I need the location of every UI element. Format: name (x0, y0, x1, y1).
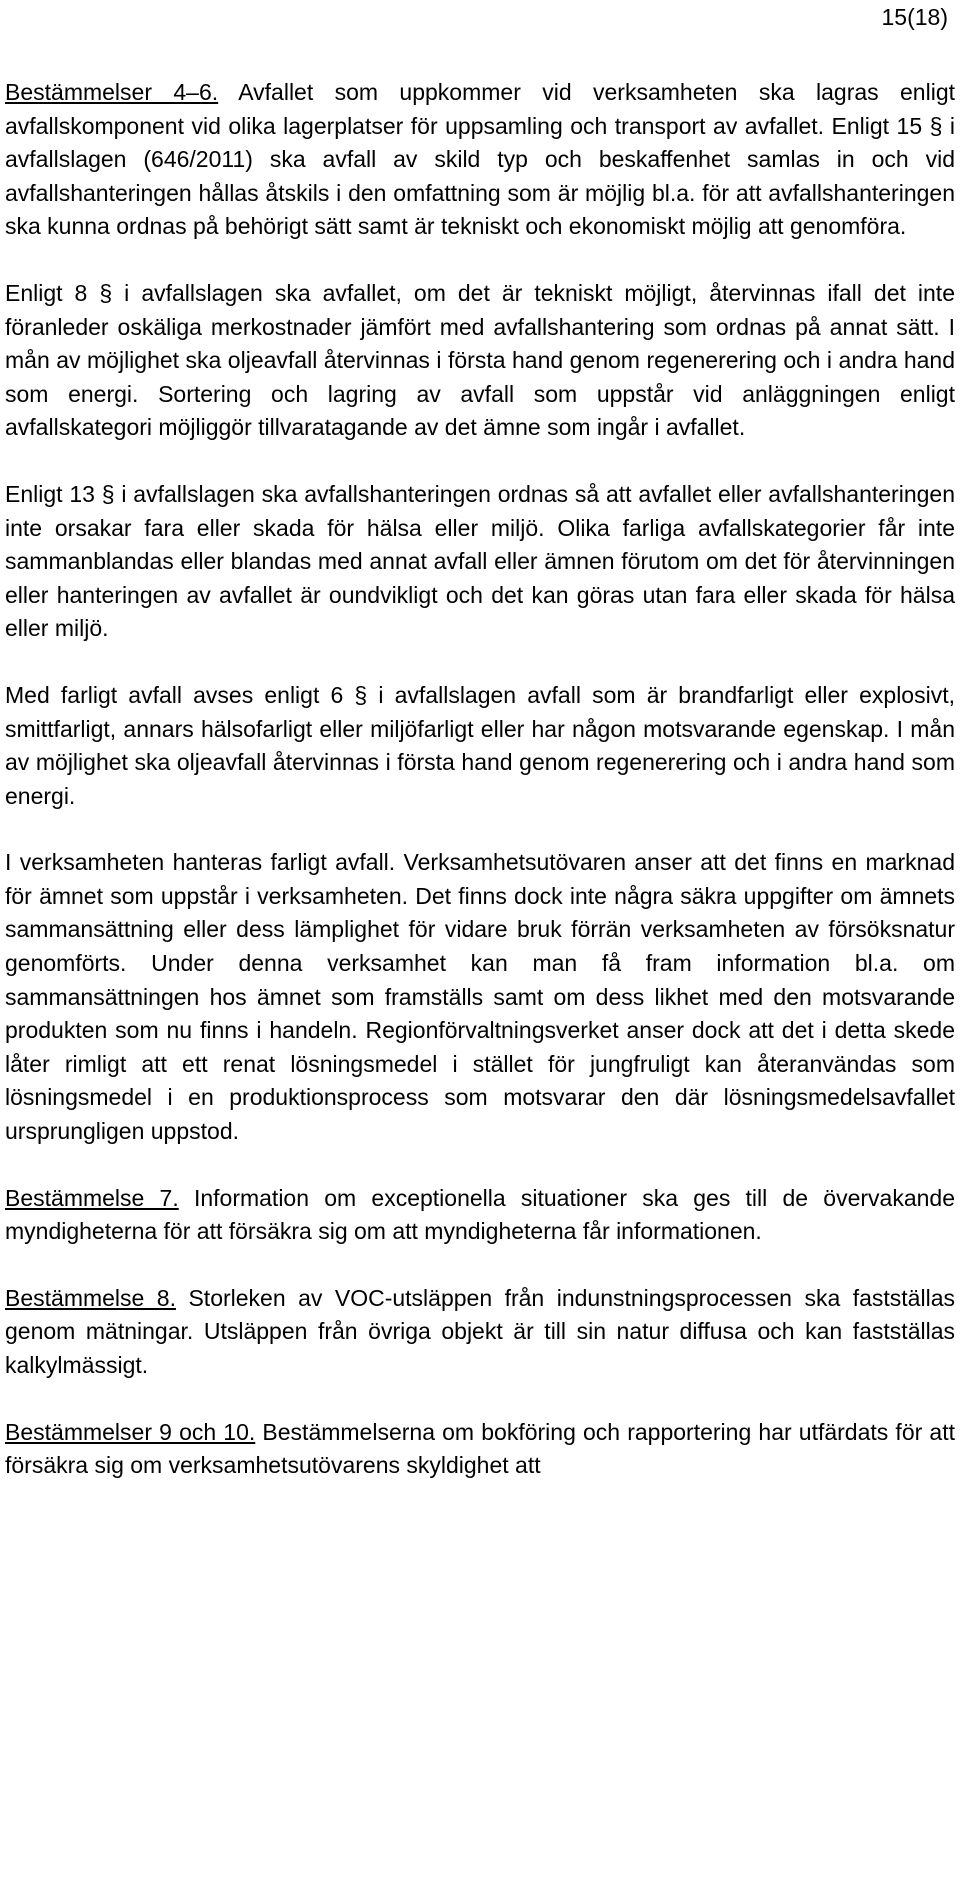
paragraph-text: Bestämmelserna om bokföring och rapportering har utfärdats för att försäkra sig om verksamhetsutövarens skyldighet att (5, 1418, 955, 1479)
paragraph-text: Avfallet som uppkommer vid verksamheten ska lagras enligt avfallskomponent vid olika lagerplatser för uppsamling och transport av avfallet. Enligt 15 § i avfallslagen (646/2011) ska avfall av skild typ och beskaffenhet samlas in och vid avfallshanteringen hållas åtskils i den omfattning som är möjlig bl.a. för att avfallshanteringen ska kunna ordnas på behörigt sätt samt är tekniskt och ekonomiskt möjlig att genomföra. (5, 79, 955, 240)
paragraph-bestammelse-7 (5, 1182, 955, 1249)
paragraph-text: Enligt 8 § i avfallslagen ska avfallet, om det är tekniskt möjligt, återvinnas ifall det inte föranleder oskäliga merkostnader jämfört med avfallshantering som ordnas på annat sätt. I mån av möjlighet ska oljeavfall återvinnas i första hand genom regenerering och i andra hand som energi. Sortering och lagring av avfall som uppstår vid anläggningen enligt avfallskategori möjliggör tillvaratagande av det ämne som ingår i avfallet. (5, 279, 955, 441)
paragraph-hazardous-waste (5, 679, 955, 813)
document-body (5, 76, 955, 1516)
page-number: 15(18) (881, 4, 948, 30)
paragraph-hazard (5, 478, 955, 646)
paragraph-text: Information om exceptionella situationer ska ges till de övervakande myndigheterna för att försäkra sig om att myndigheterna får informationen. (5, 1184, 955, 1245)
paragraph-text: Storleken av VOC-utsläppen från indunstningsprocessen ska fastställas genom mätningar. Utsläppen från övriga objekt är till sin natur diffusa och kan fastställas kalkylmässigt. (5, 1284, 955, 1378)
section-heading: Bestämmelse 7. (5, 1184, 179, 1211)
section-heading: Bestämmelse 8. (5, 1284, 176, 1311)
paragraph-bestammelser-4-6 (5, 76, 955, 244)
paragraph-text: Enligt 13 § i avfallslagen ska avfallshanteringen ordnas så att avfallet eller avfallshanteringen inte orsakar fara eller skada för hälsa eller miljö. Olika farliga avfallskategorier får inte sammanblandas eller blandas med annat avfall eller ämnen förutom om det för återvinningen eller hanteringen av avfallet är oundvikligt och det kan göras utan fara eller skada för hälsa eller miljö. (5, 480, 955, 642)
paragraph-text: Med farligt avfall avses enligt 6 § i avfallslagen avfall som är brandfarligt eller explosivt, smittfarligt, annars hälsofarligt eller miljöfarligt eller har någon motsvarande egenskap. I mån av möjlighet ska oljeavfall återvinnas i första hand genom regenerering och i andra hand som energi. (5, 681, 955, 809)
paragraph-recycling (5, 277, 955, 445)
section-heading: Bestämmelser 9 och 10. (5, 1418, 256, 1445)
paragraph-text: I verksamheten hanteras farligt avfall. Verksamhetsutövaren anser att det finns en marknad för ämnet som uppstår i verksamheten. Det finns dock inte några säkra uppgifter om ämnets sammansättning eller dess lämplighet för vidare bruk förrän verksamheten av försöksnatur genomförts. Under denna verksamhet kan man få fram information bl.a. om sammansättningen hos ämnet som framställs samt om dess likhet med den motsvarande produkten som nu finns i handeln. Regionförvaltningsverket anser dock att det i detta skede låter rimligt att ett renat lösningsmedel i stället för jungfruligt kan återanvändas som lösningsmedel i en produktionsprocess som motsvarar den där lösningsmedelsavfallet ursprungligen uppstod. (5, 849, 955, 1145)
section-heading: Bestämmelser 4–6. (5, 79, 219, 105)
paragraph-solvent (5, 846, 955, 1148)
paragraph-bestammelse-8 (5, 1282, 955, 1383)
paragraph-bestammelser-9-10 (5, 1416, 955, 1483)
